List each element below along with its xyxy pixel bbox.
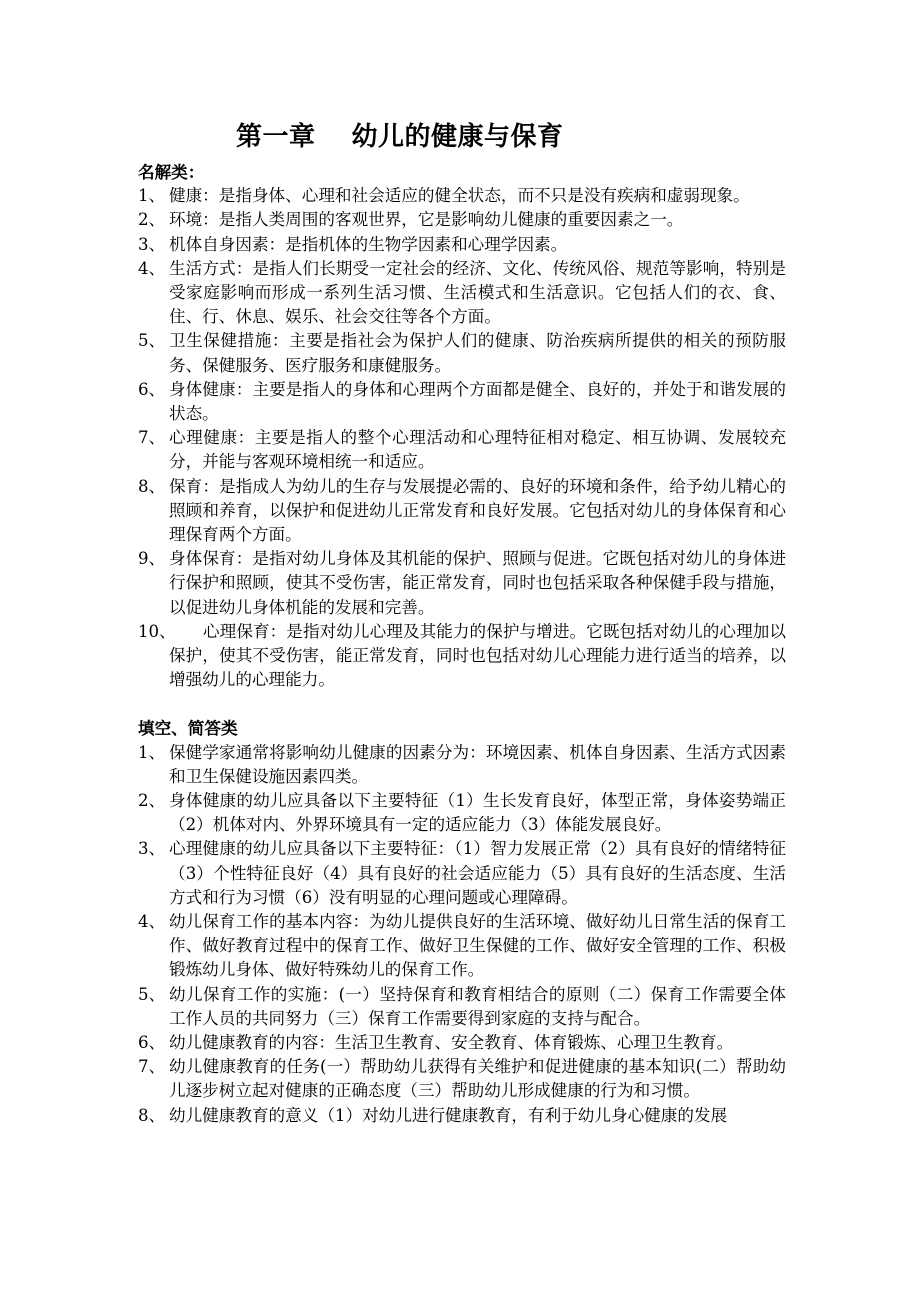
section-heading-definitions: 名解类： — [138, 162, 205, 182]
document-body — [138, 160, 786, 1128]
item-number: 9、 — [138, 549, 166, 569]
item-number: 10、 — [138, 621, 176, 641]
list-item — [138, 184, 786, 208]
item-text: 幼儿保育工作的实施：(一）坚持保育和教育相结合的原则（二）保育工作需要全体工作人员的共同努力（三）保育工作需要得到家庭的支持与配合。 — [169, 984, 786, 1028]
item-number: 7、 — [138, 428, 166, 448]
list-item — [138, 208, 786, 232]
list-item — [138, 257, 786, 330]
item-text: 保健学家通常将影响幼儿健康的因素分为：环境因素、机体自身因素、生活方式因素和卫生保健设施因素四类。 — [169, 742, 786, 786]
item-number: 6、 — [138, 1033, 166, 1053]
item-number: 6、 — [138, 379, 166, 399]
list-item — [138, 837, 786, 910]
item-number: 1、 — [138, 186, 166, 206]
item-number: 5、 — [138, 984, 166, 1004]
list-item — [138, 620, 786, 693]
list-item — [138, 233, 786, 257]
item-text: 健康：是指身体、心理和社会适应的健全状态，而不只是没有疾病和虚弱现象。 — [169, 186, 750, 206]
item-number: 2、 — [138, 791, 166, 811]
item-text: 幼儿健康教育的意义（1）对幼儿进行健康教育，有利于幼儿身心健康的发展 — [169, 1105, 728, 1125]
short-answer-list — [138, 741, 786, 1128]
item-number: 2、 — [138, 210, 166, 230]
item-number: 8、 — [138, 476, 166, 496]
item-text: 身体健康：主要是指人的身体和心理两个方面都是健全、良好的，并处于和谐发展的状态。 — [169, 379, 786, 424]
list-item — [138, 910, 786, 983]
item-text: 幼儿健康教育的内容：生活卫生教育、安全教育、体育锻炼、心理卫生教育。 — [169, 1033, 734, 1053]
list-item — [138, 475, 786, 548]
item-text: 幼儿保育工作的基本内容：为幼儿提供良好的生活环境、做好幼儿日常生活的保育工作、做好教育过程中的保育工作、做好卫生保健的工作、做好安全管理的工作、积极锻炼幼儿身体、做好特殊幼儿的保育工作。 — [169, 912, 786, 980]
item-text: 生活方式：是指人们长期受一定社会的经济、文化、传统风俗、规范等影响，特别是受家庭影响而形成一系列生活习惯、生活模式和生活意识。它包括人们的衣、食、住、行、休息、娱乐、社会交往等各个方面。 — [169, 258, 786, 327]
list-item — [138, 1104, 786, 1128]
item-text: 机体自身因素：是指机体的生物学因素和心理学因素。 — [169, 234, 568, 254]
item-number: 3、 — [138, 234, 166, 254]
item-text: 身体健康的幼儿应具备以下主要特征（1）生长发育良好，体型正常，身体姿势端正（2）机体对内、外界环境具有一定的适应能力（3）体能发展良好。 — [169, 791, 786, 835]
list-item — [138, 789, 786, 837]
list-item — [138, 426, 786, 474]
item-number: 1、 — [138, 742, 166, 762]
list-item — [138, 329, 786, 377]
item-number: 4、 — [138, 258, 166, 278]
item-text: 环境：是指人类周围的客观世界，它是影响幼儿健康的重要因素之一。 — [169, 210, 684, 230]
item-text: 心理健康：主要是指人的整个心理活动和心理特征相对稳定、相互协调、发展较充分，并能与客观环境相统一和适应。 — [169, 428, 786, 472]
page-title: 第一章 幼儿的健康与保育 — [236, 122, 564, 152]
list-item — [138, 1031, 786, 1055]
item-text: 幼儿健康教育的任务(一）帮助幼儿获得有关维护和促进健康的基本知识(二）帮助幼儿逐步树立起对健康的正确态度（三）帮助幼儿形成健康的行为和习惯。 — [169, 1057, 786, 1101]
item-text: 卫生保健措施：主要是指社会为保护人们的健康、防治疾病所提供的相关的预防服务、保健服务、医疗服务和康健服务。 — [169, 331, 786, 375]
item-text: 身体保育：是指对幼儿身体及其机能的保护、照顾与促进。它既包括对幼儿的身体进行保护和照顾，使其不受伤害，能正常发育，同时也包括采取各种保健手段与措施，以促进幼儿身体机能的发展和完善。 — [169, 549, 786, 617]
definitions-list — [138, 184, 786, 692]
list-item — [138, 741, 786, 789]
item-number: 7、 — [138, 1057, 166, 1077]
item-text: 保育：是指成人为幼儿的生存与发展提必需的、良好的环境和条件，给予幼儿精心的照顾和养育，以保护和促进幼儿正常发育和良好发展。它包括对幼儿的身体保育和心理保育两个方面。 — [169, 476, 786, 545]
item-number: 5、 — [138, 331, 166, 351]
list-item — [138, 1055, 786, 1103]
list-item — [138, 983, 786, 1031]
item-text: 心理健康的幼儿应具备以下主要特征：（1）智力发展正常（2）具有良好的情绪特征（3）个性特征良好（4）具有良好的社会适应能力（5）具有良好的生活态度、生活方式和行为习惯（6）没有明显的心理问题或心理障碍。 — [169, 839, 786, 907]
item-text: 心理保育：是指对幼儿心理及其能力的保护与增进。它既包括对幼儿的心理加以保护，使其不受伤害，能正常发育，同时也包括对幼儿心理能力进行适当的培养，以增强幼儿的心理能力。 — [169, 621, 786, 690]
list-item — [138, 547, 786, 620]
item-number: 8、 — [138, 1105, 166, 1125]
section-heading-short-answer: 填空、简答类 — [138, 718, 238, 739]
item-number: 4、 — [138, 912, 166, 932]
list-item — [138, 378, 786, 426]
item-number: 3、 — [138, 839, 166, 859]
